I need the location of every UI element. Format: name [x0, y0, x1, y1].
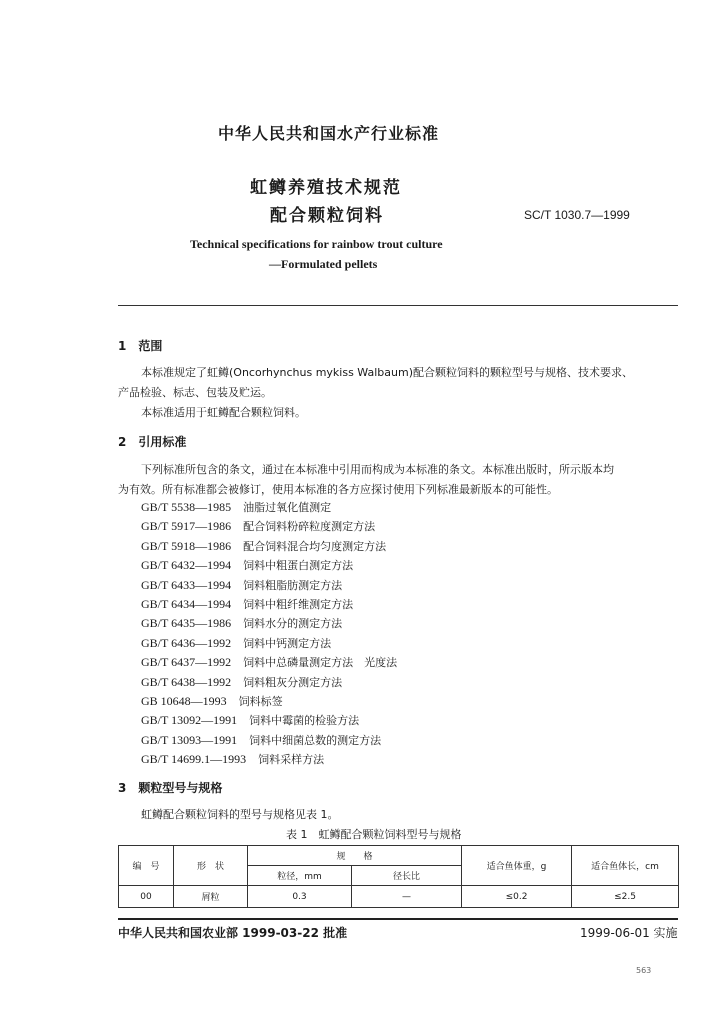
reference-item: [141, 615, 342, 631]
header-fish-length: 适合鱼体长，cm: [572, 846, 679, 886]
reference-number: GB/T 5917—1986: [141, 519, 232, 534]
header-particle-size: 粒径，mm: [248, 866, 352, 886]
reference-title: 饲料粗灰分测定方法: [243, 675, 343, 689]
reference-number: GB/T 13092—1991: [141, 713, 238, 728]
page-number: 563: [636, 966, 652, 975]
reference-number: GB/T 14699.1—1993: [141, 752, 247, 767]
reference-title: 配合饲料混合均匀度测定方法: [243, 539, 387, 553]
reference-title: 饲料中总磷量测定方法 光度法: [243, 656, 398, 670]
reference-item: [141, 693, 283, 709]
reference-item: [141, 732, 381, 748]
reference-title: 饲料中霉菌的检验方法: [249, 714, 360, 728]
reference-title: 饲料中粗纤维测定方法: [243, 598, 354, 611]
reference-number: GB/T 6433—1994: [141, 577, 232, 592]
reference-number: GB/T 6434—1994: [141, 597, 232, 611]
reference-number: GB/T 6435—1986: [141, 616, 232, 631]
approval-line: 中华人民共和国农业部 1999-03-22 批准: [118, 926, 348, 940]
header-divider: [118, 305, 678, 306]
cell-fish-weight: ≤0.2: [462, 886, 572, 908]
table-caption: 表 1 虹鳟配合颗粒饲料型号与规格: [286, 828, 462, 841]
cell-number: 00: [119, 886, 174, 908]
reference-title: 饲料中钙测定方法: [243, 636, 332, 650]
section-3-heading: 3 颗粒型号与规格: [118, 781, 223, 795]
cell-particle-size: 0.3: [248, 886, 352, 908]
reference-number: GB/T 6437—1992: [141, 655, 232, 670]
header-fish-weight: 适合鱼体重，g: [462, 846, 572, 886]
reference-title: 饲料中粗蛋白测定方法: [243, 559, 354, 573]
reference-item: [141, 751, 324, 767]
header-diameter-length-ratio: 径长比: [352, 866, 462, 886]
reference-number: GB/T 5918—1986: [141, 538, 232, 553]
reference-number: GB/T 6438—1992: [141, 674, 232, 689]
document-subtitle: 配合颗粒饲料: [270, 206, 384, 226]
reference-item: [141, 674, 342, 690]
reference-item: [141, 596, 353, 612]
reference-item: [141, 577, 342, 593]
reference-number: GB/T 6432—1994: [141, 558, 232, 573]
reference-title: 饲料粗脂肪测定方法: [243, 578, 343, 592]
reference-title: 配合饲料粉碎粒度测定方法: [243, 520, 376, 534]
implementation-date: 1999-06-01 实施: [580, 926, 678, 940]
reference-title: 饲料中细菌总数的测定方法: [249, 733, 382, 747]
reference-title: 饲料标签: [238, 695, 283, 708]
section-2-paragraph: 下列标准所包含的条文，通过在本标准中引用而构成为本标准的条文。本标准出版时，所示版本均: [141, 463, 614, 476]
cell-ratio: —: [352, 886, 462, 908]
document-title: 虹鳟养殖技术规范: [250, 178, 402, 198]
reference-title: 油脂过氧化值测定: [243, 501, 332, 514]
reference-number: GB/T 13093—1991: [141, 732, 238, 747]
section-2-heading: 2 引用标准: [118, 435, 187, 449]
reference-item: [141, 499, 331, 515]
cell-fish-length: ≤2.5: [572, 886, 679, 908]
reference-title: 饲料采样方法: [258, 753, 325, 767]
reference-item: [141, 518, 375, 534]
cell-shape: 屑粒: [174, 886, 248, 908]
english-subtitle: —Formulated pellets: [269, 257, 378, 271]
reference-title: 饲料水分的测定方法: [243, 617, 343, 631]
section-1-paragraph-1: 本标准规定了虹鳟(Oncorhynchus mykiss Walbaum)配合颗粒饲料的颗粒型号与规格、技术要求、: [141, 366, 633, 379]
spec-table: [118, 845, 679, 908]
reference-number: GB/T 6436—1992: [141, 635, 232, 650]
header-spec: 规 格: [248, 846, 462, 866]
reference-item: [141, 557, 353, 573]
standard-code: SC/T 1030.7—1999: [524, 208, 630, 222]
section-1-paragraph-1-cont: 产品检验、标志、包装及贮运。: [118, 386, 272, 399]
table-row: [119, 886, 679, 908]
english-title: Technical specifications for rainbow trout culture: [190, 237, 443, 251]
section-3-paragraph: 虹鳟配合颗粒饲料的型号与规格见表 1。: [141, 808, 339, 821]
reference-number: GB 10648—1993: [141, 694, 227, 708]
header-shape: 形 状: [174, 846, 248, 886]
reference-item: [141, 635, 331, 651]
section-1-heading: 1 范围: [118, 339, 163, 353]
reference-item: [141, 538, 386, 554]
section-2-paragraph-cont: 为有效。所有标准都会被修订，使用本标准的各方应探讨使用下列标准最新版本的可能性。: [118, 483, 558, 496]
reference-number: GB/T 5538—1985: [141, 500, 232, 514]
section-1-paragraph-2: 本标准适用于虹鳟配合颗粒饲料。: [141, 406, 306, 419]
issuing-organization: 中华人民共和国水产行业标准: [218, 124, 440, 143]
footer-divider: [118, 918, 678, 920]
reference-item: [141, 712, 359, 728]
header-number: 编 号: [119, 846, 174, 886]
reference-item: [141, 654, 397, 670]
